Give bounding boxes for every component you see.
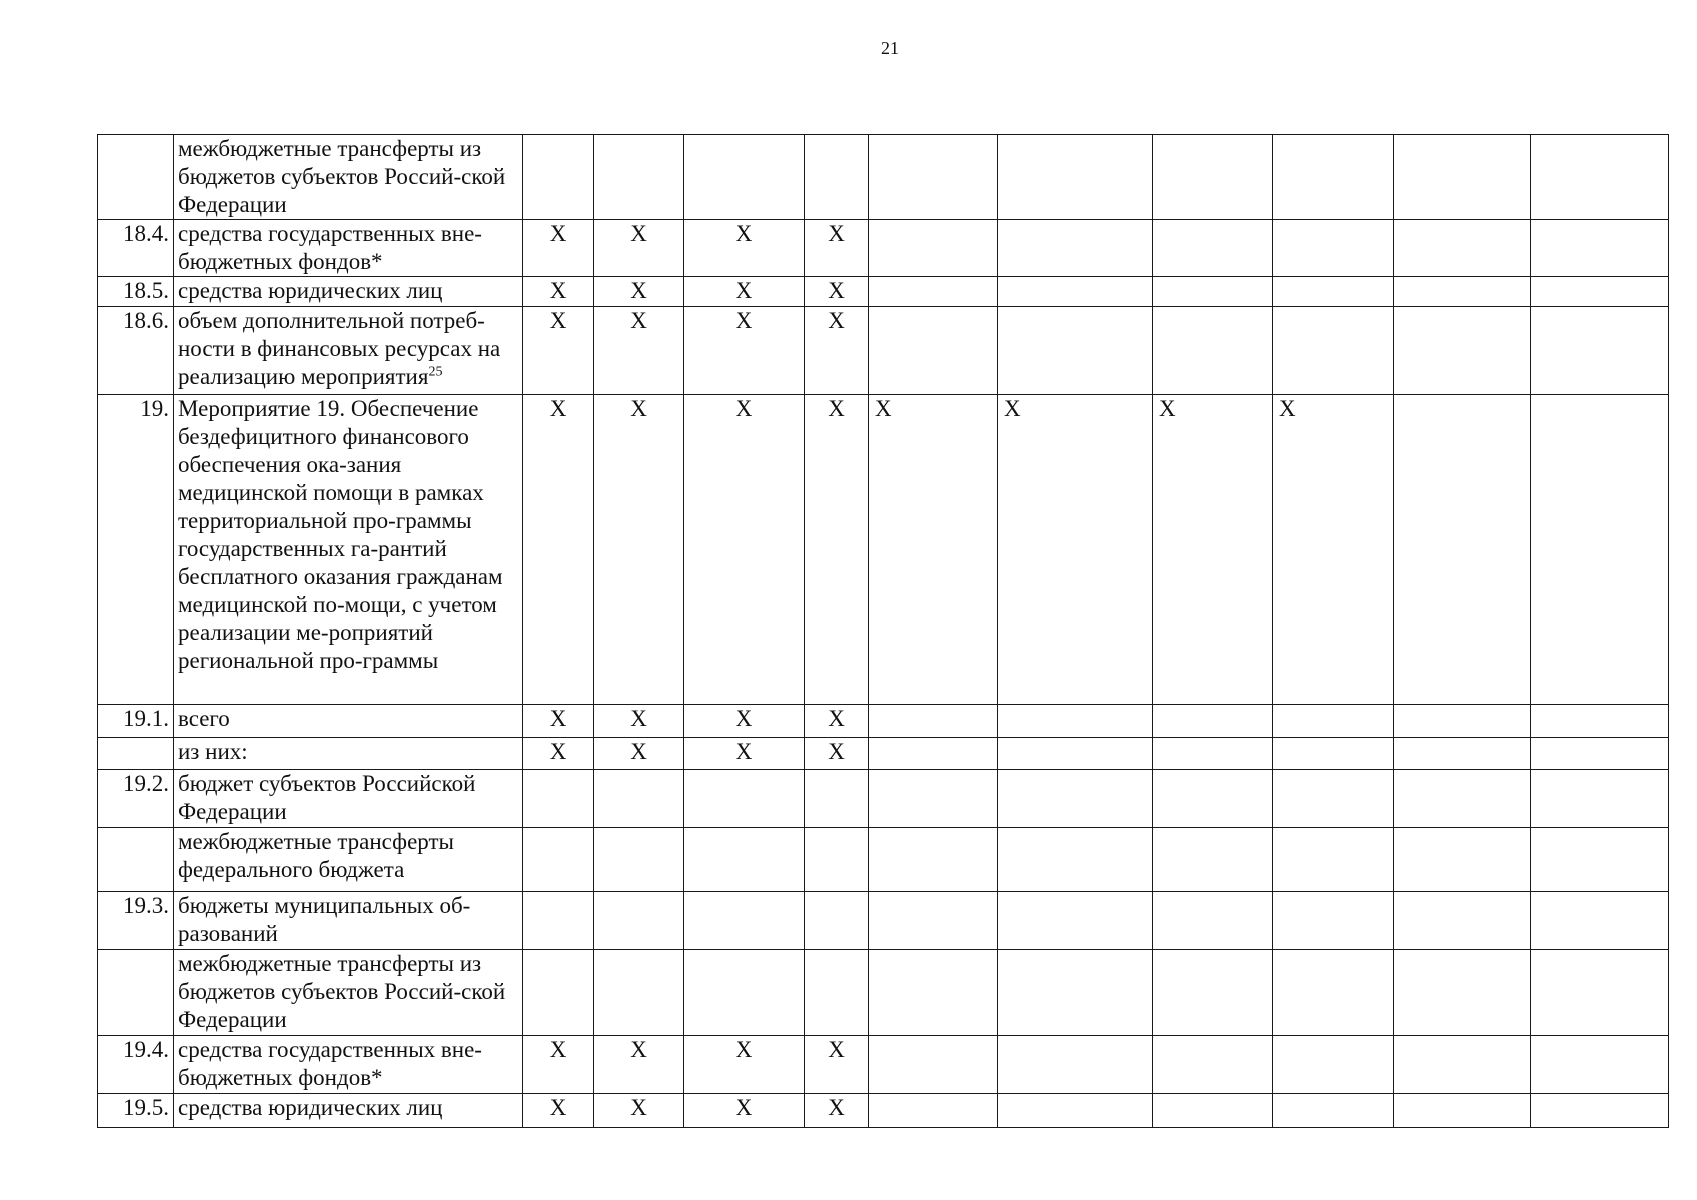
value-cell: [869, 950, 998, 1036]
value-cell: [1531, 828, 1669, 892]
value-cell: [523, 828, 594, 892]
value-cell: [1153, 705, 1273, 738]
value-cell: Х: [684, 220, 805, 277]
value-cell: [805, 828, 869, 892]
value-cell: Х: [1153, 395, 1273, 705]
row-description: средства государственных вне-бюджетных фондов*: [174, 1036, 523, 1094]
row-description: межбюджетные трансферты из бюджетов субъектов Россий-ской Федерации: [174, 135, 523, 220]
row-number: 19.3.: [98, 892, 174, 950]
value-cell: [1531, 705, 1669, 738]
value-cell: [1394, 705, 1531, 738]
value-cell: [1273, 705, 1394, 738]
value-cell: [805, 950, 869, 1036]
value-cell: [1273, 1094, 1394, 1128]
table-row: [98, 828, 1669, 892]
value-cell: [1531, 277, 1669, 307]
value-cell: Х: [594, 738, 684, 770]
value-cell: [805, 135, 869, 220]
value-cell: [869, 892, 998, 950]
footnote-ref: 25: [428, 364, 443, 380]
row-description: бюджет субъектов Российской Федерации: [174, 770, 523, 828]
value-cell: [1394, 828, 1531, 892]
value-cell: [523, 135, 594, 220]
row-description: объем дополнительной потреб-ности в финансовых ресурсах на реализацию мероприятия$^{25}$: [174, 307, 523, 395]
value-cell: [1273, 950, 1394, 1036]
value-cell: [998, 950, 1153, 1036]
row-number: [98, 135, 174, 220]
value-cell: Х: [805, 738, 869, 770]
value-cell: [1394, 1036, 1531, 1094]
value-cell: Х: [869, 395, 998, 705]
value-cell: [998, 738, 1153, 770]
value-cell: [594, 828, 684, 892]
value-cell: [869, 705, 998, 738]
value-cell: Х: [594, 395, 684, 705]
value-cell: [1273, 738, 1394, 770]
value-cell: [523, 770, 594, 828]
row-number: 19.: [98, 395, 174, 705]
value-cell: [1153, 770, 1273, 828]
table-row: [98, 1094, 1669, 1128]
value-cell: [998, 892, 1153, 950]
value-cell: Х: [998, 395, 1153, 705]
value-cell: [1394, 770, 1531, 828]
value-cell: [998, 220, 1153, 277]
value-cell: [1531, 1094, 1669, 1128]
value-cell: [1531, 770, 1669, 828]
table-row: [98, 892, 1669, 950]
value-cell: Х: [805, 395, 869, 705]
value-cell: Х: [523, 1036, 594, 1094]
value-cell: [1394, 950, 1531, 1036]
table-row: [98, 705, 1669, 738]
table-row: [98, 395, 1669, 705]
row-number: 19.2.: [98, 770, 174, 828]
row-number: [98, 828, 174, 892]
value-cell: [1531, 950, 1669, 1036]
table-row: [98, 950, 1669, 1036]
value-cell: [523, 950, 594, 1036]
value-cell: Х: [805, 1036, 869, 1094]
value-cell: [1273, 1036, 1394, 1094]
value-cell: Х: [805, 220, 869, 277]
value-cell: Х: [805, 705, 869, 738]
value-cell: [869, 220, 998, 277]
row-description: всего: [174, 705, 523, 738]
row-description: из них:: [174, 738, 523, 770]
value-cell: Х: [594, 1094, 684, 1128]
value-cell: [869, 1036, 998, 1094]
value-cell: [998, 828, 1153, 892]
value-cell: [1273, 770, 1394, 828]
value-cell: [1531, 395, 1669, 705]
value-cell: Х: [594, 220, 684, 277]
value-cell: [1531, 738, 1669, 770]
value-cell: [1531, 220, 1669, 277]
value-cell: Х: [523, 738, 594, 770]
value-cell: [998, 770, 1153, 828]
row-number: 18.5.: [98, 277, 174, 307]
value-cell: Х: [684, 1036, 805, 1094]
value-cell: [1153, 738, 1273, 770]
value-cell: [998, 135, 1153, 220]
value-cell: [594, 892, 684, 950]
row-description: бюджеты муниципальных об-разований: [174, 892, 523, 950]
value-cell: Х: [684, 1094, 805, 1128]
row-description: средства юридических лиц: [174, 277, 523, 307]
value-cell: [1394, 738, 1531, 770]
value-cell: [869, 277, 998, 307]
table-row: [98, 277, 1669, 307]
value-cell: [1153, 220, 1273, 277]
value-cell: [684, 950, 805, 1036]
table-row: [98, 1036, 1669, 1094]
value-cell: [1153, 135, 1273, 220]
budget-table: [97, 134, 1669, 1128]
value-cell: [1531, 892, 1669, 950]
value-cell: Х: [684, 395, 805, 705]
value-cell: [523, 892, 594, 950]
value-cell: [684, 135, 805, 220]
value-cell: [1273, 307, 1394, 395]
value-cell: Х: [594, 277, 684, 307]
value-cell: [1273, 828, 1394, 892]
value-cell: [998, 307, 1153, 395]
table-row: [98, 738, 1669, 770]
value-cell: Х: [805, 1094, 869, 1128]
value-cell: Х: [1273, 395, 1394, 705]
row-number: [98, 738, 174, 770]
value-cell: [1153, 892, 1273, 950]
value-cell: [1273, 135, 1394, 220]
table-row: [98, 307, 1669, 395]
value-cell: Х: [523, 705, 594, 738]
value-cell: [869, 770, 998, 828]
value-cell: Х: [594, 705, 684, 738]
value-cell: [1153, 950, 1273, 1036]
value-cell: [869, 307, 998, 395]
value-cell: Х: [684, 705, 805, 738]
value-cell: [998, 705, 1153, 738]
value-cell: [998, 277, 1153, 307]
value-cell: Х: [523, 220, 594, 277]
table-row: [98, 220, 1669, 277]
value-cell: [594, 135, 684, 220]
value-cell: [1531, 307, 1669, 395]
row-number: 19.5.: [98, 1094, 174, 1128]
value-cell: [869, 1094, 998, 1128]
value-cell: [869, 738, 998, 770]
value-cell: Х: [523, 277, 594, 307]
row-number: 19.1.: [98, 705, 174, 738]
value-cell: [1273, 277, 1394, 307]
row-description: межбюджетные трансферты из бюджетов субъектов Россий-ской Федерации: [174, 950, 523, 1036]
page-number: 21: [881, 38, 899, 58]
value-cell: [684, 770, 805, 828]
value-cell: [1394, 220, 1531, 277]
row-number: [98, 950, 174, 1036]
value-cell: Х: [523, 395, 594, 705]
value-cell: [1394, 307, 1531, 395]
value-cell: [998, 1036, 1153, 1094]
value-cell: [805, 770, 869, 828]
row-description: межбюджетные трансферты федерального бюджета: [174, 828, 523, 892]
row-description: средства государственных вне-бюджетных фондов*: [174, 220, 523, 277]
table-row: [98, 135, 1669, 220]
value-cell: [1273, 220, 1394, 277]
row-description: средства юридических лиц: [174, 1094, 523, 1128]
value-cell: Х: [523, 1094, 594, 1128]
value-cell: [684, 892, 805, 950]
row-number: 18.6.: [98, 307, 174, 395]
value-cell: [684, 828, 805, 892]
value-cell: [1153, 1094, 1273, 1128]
value-cell: [1394, 277, 1531, 307]
value-cell: [998, 1094, 1153, 1128]
value-cell: [1153, 828, 1273, 892]
value-cell: [805, 892, 869, 950]
value-cell: [1153, 1036, 1273, 1094]
value-cell: [594, 770, 684, 828]
value-cell: [1394, 1094, 1531, 1128]
value-cell: [869, 828, 998, 892]
value-cell: Х: [594, 1036, 684, 1094]
value-cell: [869, 135, 998, 220]
value-cell: [594, 950, 684, 1036]
value-cell: [1531, 135, 1669, 220]
row-number: 19.4.: [98, 1036, 174, 1094]
value-cell: [1531, 1036, 1669, 1094]
value-cell: [1394, 892, 1531, 950]
value-cell: Х: [523, 307, 594, 395]
value-cell: [1273, 892, 1394, 950]
row-description: Мероприятие 19. Обеспечение бездефицитного финансового обеспечения ока-зания медицинской помощи в рамках территориальной про-граммы государственных га-рантий бесплатного оказания гражданам медицинской по-мощи, с учетом реализации ме-роприятий региональной про-граммы: [174, 395, 523, 705]
value-cell: [1394, 135, 1531, 220]
value-cell: [1394, 395, 1531, 705]
row-number: 18.4.: [98, 220, 174, 277]
value-cell: Х: [684, 738, 805, 770]
value-cell: Х: [805, 277, 869, 307]
value-cell: Х: [684, 307, 805, 395]
table-row: [98, 770, 1669, 828]
value-cell: Х: [594, 307, 684, 395]
value-cell: Х: [805, 307, 869, 395]
value-cell: [1153, 307, 1273, 395]
value-cell: Х: [684, 277, 805, 307]
value-cell: [1153, 277, 1273, 307]
